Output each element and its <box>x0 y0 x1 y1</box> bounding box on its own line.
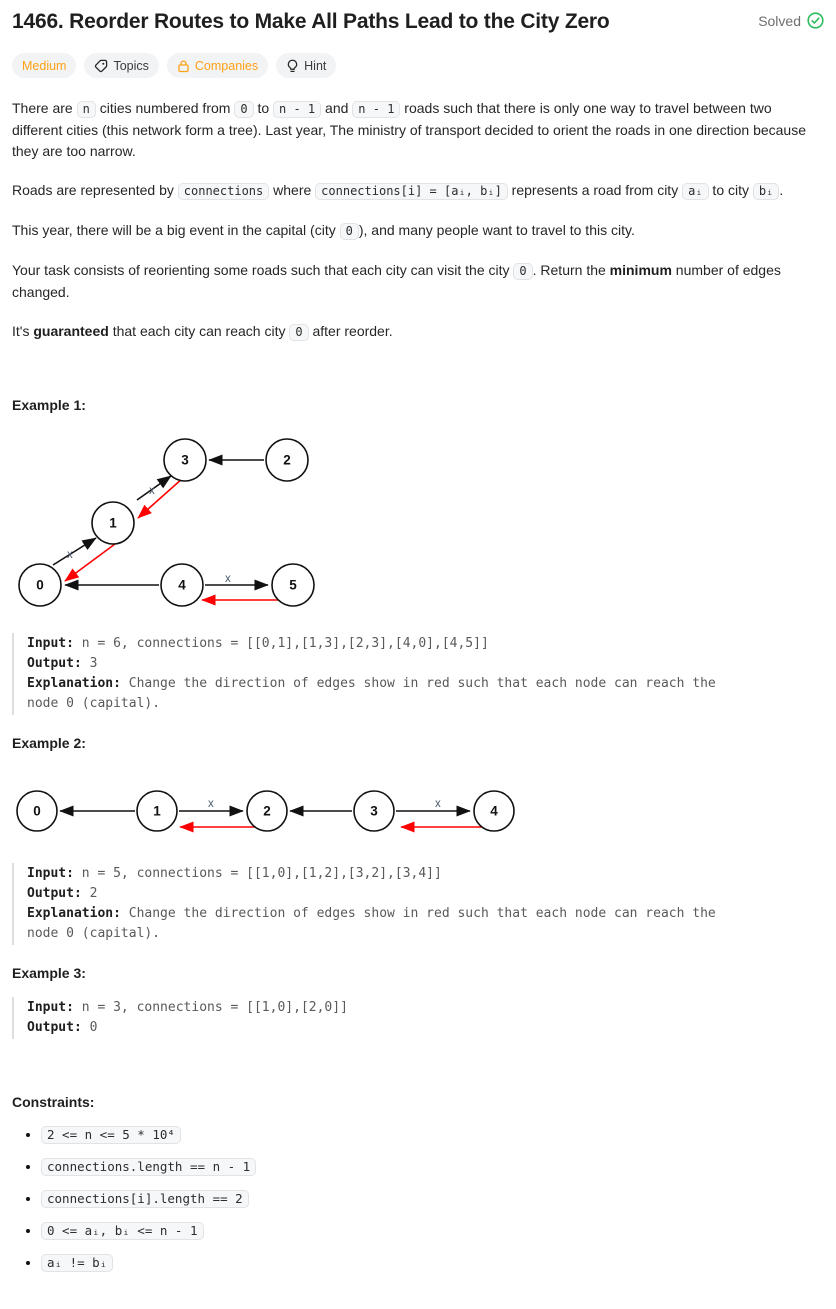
description-paragraph: Your task consists of reorienting some roads such that each city can visit the city 0 . Return the minimum number of edges changed. <box>12 262 781 300</box>
example-output: Output: 2 <box>27 886 98 901</box>
example-1-label: Example 1: <box>12 397 86 413</box>
graph-node-3 <box>354 791 394 831</box>
svg-text:3: 3 <box>181 452 189 468</box>
svg-text:1: 1 <box>109 515 117 531</box>
constraint-item <box>41 1190 824 1208</box>
constraint-item <box>41 1222 824 1240</box>
svg-text:1: 1 <box>153 803 161 819</box>
svg-text:3: 3 <box>370 803 378 819</box>
hint-button[interactable] <box>276 53 336 78</box>
problem-header <box>12 7 824 36</box>
constraint-code: aᵢ != bᵢ <box>41 1254 113 1272</box>
description-paragraph: There are n cities numbered from 0 to n - 1 and n - 1 roads such that there is only one way to travel between two different cities (this network form a tree). Last year, The ministry of transport decided to orient the roads in one direction because they are too narrow. <box>12 100 806 159</box>
graph-node-4 <box>474 791 514 831</box>
svg-text:2: 2 <box>263 803 271 819</box>
constraint-item <box>41 1158 824 1176</box>
constraint-code: 0 <= aᵢ, bᵢ <= n - 1 <box>41 1222 204 1240</box>
x-mark: x <box>208 798 214 810</box>
example-input: Input: n = 3, connections = [[1,0],[2,0]] <box>27 1000 348 1015</box>
example-1-code <box>12 633 724 715</box>
companies-button[interactable] <box>167 53 268 78</box>
svg-text:2: 2 <box>283 452 291 468</box>
example-1-graph <box>12 425 334 617</box>
graph-node-1 <box>137 791 177 831</box>
difficulty-badge[interactable]: Medium <box>12 53 76 78</box>
topics-label: Topics <box>113 58 149 73</box>
hint-label: Hint <box>304 58 327 73</box>
constraints-label: Constraints: <box>12 1094 95 1110</box>
example-3-label: Example 3: <box>12 965 86 981</box>
x-mark: x <box>67 549 73 561</box>
edge-0-1 <box>53 538 96 565</box>
graph-node-3 <box>164 439 206 481</box>
page-title: 1466. Reorder Routes to Make All Paths Lead to the City Zero <box>12 10 610 33</box>
problem-description <box>12 98 824 343</box>
x-mark: x <box>225 573 231 585</box>
example-explanation: Explanation: Change the direction of edges show in red such that each node can reach the node 0 (capital). <box>27 676 724 711</box>
constraint-code: connections[i].length == 2 <box>41 1190 249 1208</box>
solved-status[interactable] <box>758 12 824 29</box>
solved-label: Solved <box>758 12 801 29</box>
solved-check-icon <box>807 12 824 29</box>
example-input: Input: n = 5, connections = [[1,0],[1,2],[3,2],[3,4]] <box>27 866 442 881</box>
badge-row <box>12 53 824 78</box>
graph-node-4 <box>161 564 203 606</box>
graph-node-0 <box>19 564 61 606</box>
description-paragraph: This year, there will be a big event in the capital (city 0 ), and many people want to travel to this city. <box>12 222 635 238</box>
topics-button[interactable] <box>84 53 158 78</box>
example-output: Output: 0 <box>27 1020 98 1035</box>
constraint-item <box>41 1254 824 1272</box>
svg-text:0: 0 <box>33 803 41 819</box>
description-paragraph: It's guaranteed that each city can reach city 0 after reorder. <box>12 323 393 339</box>
example-input: Input: n = 6, connections = [[0,1],[1,3],[2,3],[4,0],[4,5]] <box>27 636 489 651</box>
svg-text:4: 4 <box>178 577 186 593</box>
example-explanation: Explanation: Change the direction of edges show in red such that each node can reach the node 0 (capital). <box>27 906 724 941</box>
svg-text:4: 4 <box>490 803 498 819</box>
example-2-graph <box>12 777 532 847</box>
lock-icon <box>177 59 190 73</box>
lightbulb-icon <box>286 59 299 73</box>
graph-node-0 <box>17 791 57 831</box>
description-paragraph: Roads are represented by connections where connections[i] = [aᵢ, bᵢ] represents a road from city aᵢ to city bᵢ . <box>12 182 784 198</box>
constraints-list <box>12 1126 824 1272</box>
example-2-code <box>12 863 724 945</box>
example-output: Output: 3 <box>27 656 98 671</box>
graph-node-2 <box>247 791 287 831</box>
graph-node-5 <box>272 564 314 606</box>
example-2-label: Example 2: <box>12 735 86 751</box>
svg-text:5: 5 <box>289 577 297 593</box>
graph-node-1 <box>92 502 134 544</box>
constraint-code: 2 <= n <= 5 * 10⁴ <box>41 1126 181 1144</box>
tag-icon <box>94 59 108 73</box>
x-mark: x <box>149 485 155 497</box>
constraint-item <box>41 1126 824 1144</box>
x-mark: x <box>435 798 441 810</box>
constraint-code: connections.length == n - 1 <box>41 1158 256 1176</box>
graph-node-2 <box>266 439 308 481</box>
svg-text:0: 0 <box>36 577 44 593</box>
companies-label: Companies <box>194 58 259 73</box>
example-3-code <box>12 997 724 1039</box>
